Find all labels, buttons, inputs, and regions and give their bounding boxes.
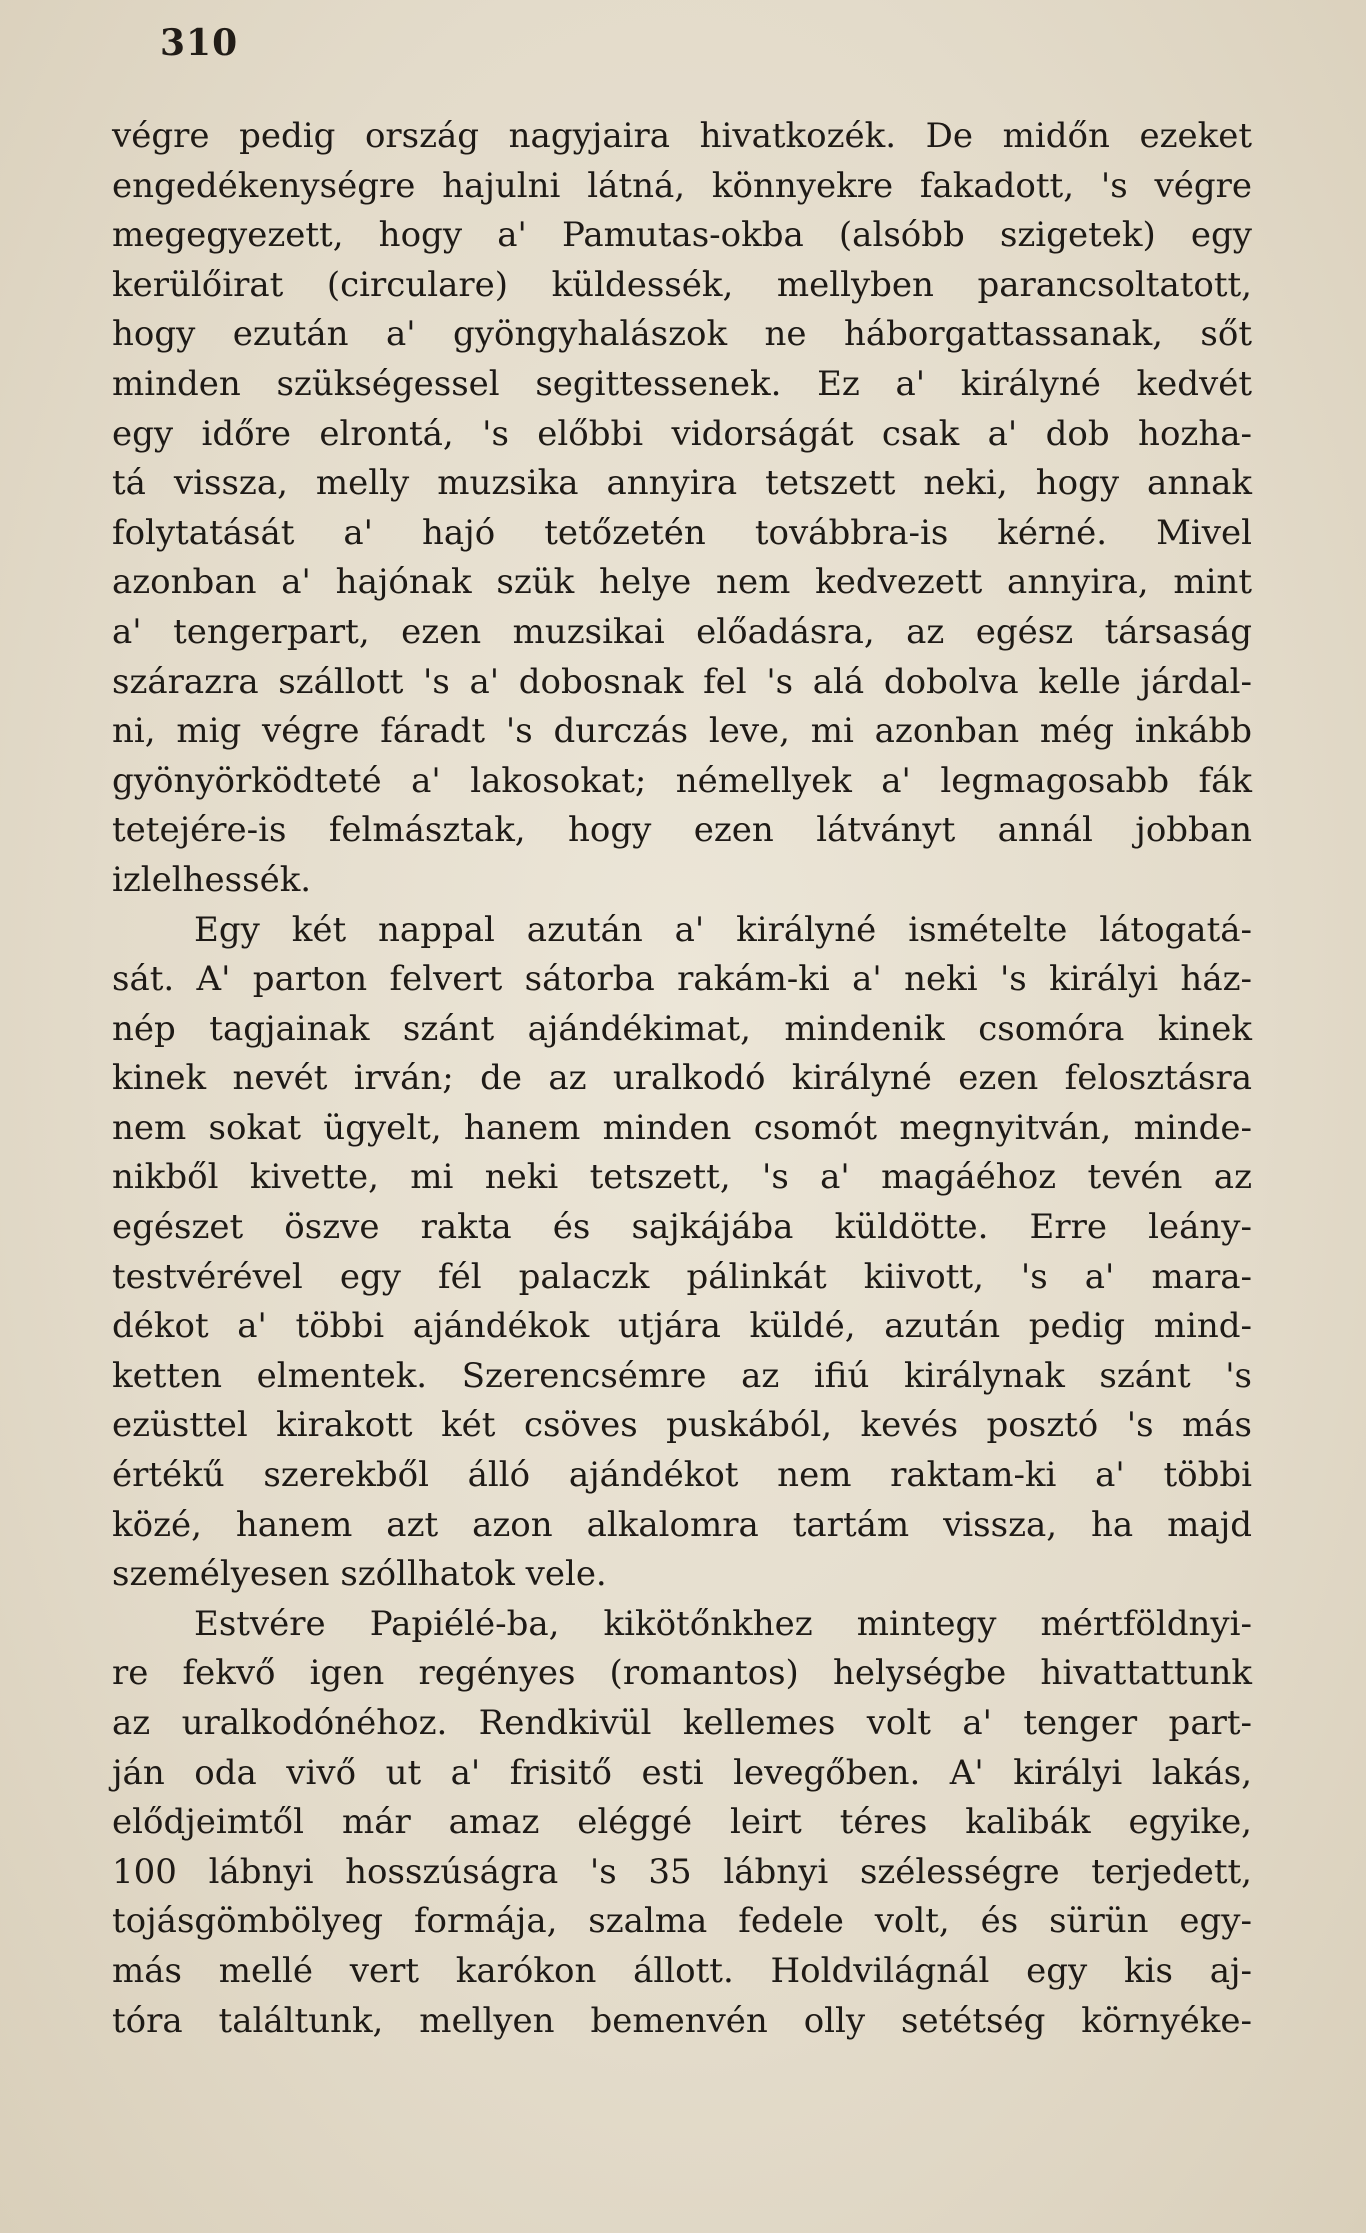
- page-number: 310: [160, 22, 239, 64]
- text-line: egészet öszve rakta és sajkájába küldötte. Erre leány-: [112, 1207, 1252, 1248]
- paragraph-start-line: Egy két nappal azután a' királyné ismételte látogatá-: [194, 909, 1252, 950]
- paragraph-start-line: Estvére Papiélé-ba, kikötőnkhez mintegy mértföldnyi-: [194, 1603, 1252, 1644]
- body-text: [112, 112, 1252, 2046]
- text-line: egy időre elrontá, 's előbbi vidorságát csak a' dob hozha-: [112, 413, 1252, 454]
- text-line: nikből kivette, mi neki tetszett, 's a' magáéhoz tevén az: [112, 1157, 1252, 1198]
- text-line: értékű szerekből álló ajándékot nem raktam-ki a' többi: [112, 1455, 1252, 1496]
- text-line: közé, hanem azt azon alkalomra tartám vissza, ha majd: [112, 1504, 1252, 1545]
- text-line: izlelhessék.: [112, 859, 312, 900]
- text-line: engedékenységre hajulni látná, könnyekre fakadott, 's végre: [112, 165, 1252, 206]
- text-line: gyönyörködteté a' lakosokat; némellyek a' legmagosabb fák: [112, 760, 1252, 801]
- text-line: sát. A' parton felvert sátorba rakám-ki a' neki 's királyi ház-: [112, 959, 1252, 1000]
- text-line: folytatását a' hajó tetőzetén továbbra-is kérné. Mivel: [112, 512, 1252, 553]
- text-line: az uralkodónéhoz. Rendkivül kellemes volt a' tenger part-: [112, 1703, 1252, 1743]
- text-line: a' tengerpart, ezen muzsikai előadásra, az egész társaság: [112, 611, 1252, 652]
- text-line: azonban a' hajónak szük helye nem kedvezett annyira, mint: [112, 562, 1252, 603]
- text-line: 100 lábnyi hosszúságra 's 35 lábnyi szélességre terjedett,: [112, 1851, 1252, 1892]
- text-line: elődjeimtől már amaz eléggé leirt téres kalibák egyike,: [112, 1802, 1252, 1843]
- text-line: tá vissza, melly muzsika annyira tetszett neki, hogy annak: [112, 463, 1252, 504]
- text-line: ján oda vivő ut a' frisitő esti levegőben. A' királyi lakás,: [112, 1752, 1252, 1793]
- text-line: végre pedig ország nagyjaira hivatkozék. De midőn ezeket: [112, 116, 1252, 156]
- text-line: tojásgömbölyeg formája, szalma fedele volt, és sürün egy-: [112, 1901, 1252, 1942]
- text-line: tóra találtunk, mellyen bemenvén olly setétség környéke-: [112, 2000, 1252, 2041]
- text-line: ezüsttel kirakott két csöves puskából, kevés posztó 's más: [112, 1405, 1252, 1446]
- text-line: szárazra szállott 's a' dobosnak fel 's alá dobolva kelle járdal-: [112, 661, 1252, 702]
- text-line: dékot a' többi ajándékok utjára küldé, azután pedig mind-: [112, 1306, 1252, 1347]
- text-line: kerülőirat (circulare) küldessék, mellyben parancsoltatott,: [112, 264, 1252, 305]
- text-line: hogy ezután a' gyöngyhalászok ne háborgattassanak, sőt: [112, 314, 1252, 355]
- text-line: ni, mig végre fáradt 's durczás leve, mi azonban még inkább: [112, 711, 1252, 752]
- text-line: megegyezett, hogy a' Pamutas-okba (alsóbb szigetek) egy: [112, 215, 1252, 256]
- text-line: minden szükségessel segittessenek. Ez a' királyné kedvét: [112, 363, 1252, 404]
- text-line: nép tagjainak szánt ajándékimat, mindenik csomóra kinek: [112, 1008, 1252, 1049]
- text-line: re fekvő igen regényes (romantos) helységbe hivattattunk: [112, 1653, 1252, 1694]
- text-line: ketten elmentek. Szerencsémre az ifiú királynak szánt 's: [112, 1355, 1252, 1396]
- text-line: kinek nevét irván; de az uralkodó királyné ezen felosztásra: [112, 1058, 1252, 1099]
- text-line: tetejére-is felmásztak, hogy ezen látványt annál jobban: [112, 810, 1252, 851]
- text-line: testvérével egy fél palaczk pálinkát kiivott, 's a' mara-: [112, 1256, 1252, 1297]
- text-line: más mellé vert karókon állott. Holdvilágnál egy kis aj-: [112, 1950, 1252, 1991]
- text-line: nem sokat ügyelt, hanem minden csomót megnyitván, minde-: [112, 1107, 1252, 1148]
- text-line: személyesen szóllhatok vele.: [112, 1554, 607, 1595]
